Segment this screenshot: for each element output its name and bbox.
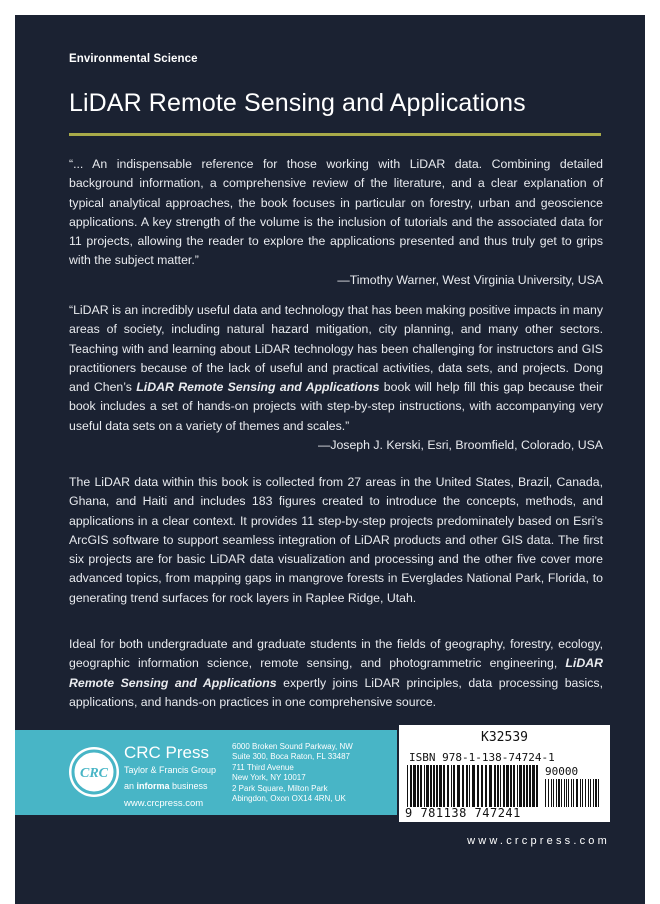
barcode-bar — [472, 765, 475, 807]
barcode-bar — [551, 779, 552, 807]
barcode-bar — [582, 779, 583, 807]
barcode-bar — [593, 779, 594, 807]
address-line: New York, NY 10017 — [232, 773, 306, 783]
barcode-bar — [494, 765, 496, 807]
barcode-bar — [466, 765, 468, 807]
description-paragraph-2 — [69, 635, 603, 712]
barcode-bar — [433, 765, 435, 807]
barcode-bar — [590, 779, 591, 807]
barcode-bar — [585, 779, 586, 807]
barcode-bar — [513, 765, 515, 807]
quote-2-text — [69, 301, 603, 436]
barcode-bar — [447, 765, 449, 807]
barcode-bar — [576, 779, 578, 807]
barcode-bar — [523, 765, 525, 807]
barcode-bar — [469, 765, 470, 807]
barcode-bar — [417, 765, 419, 807]
barcode-bar — [598, 779, 599, 807]
barcode-bar — [595, 779, 597, 807]
barcode-bar — [413, 765, 416, 807]
product-code: K32539 — [481, 730, 528, 745]
barcode-bar — [436, 765, 438, 807]
description-2-book-title: LiDAR Remote Sensing and Applications — [69, 656, 603, 690]
book-title: LiDAR Remote Sensing and Applications — [69, 89, 526, 117]
barcode-bar — [430, 765, 432, 807]
barcode-bar — [558, 779, 560, 807]
barcode-bar — [439, 765, 442, 807]
barcode-bar — [529, 765, 531, 807]
barcode-bar — [489, 765, 492, 807]
barcode-bar — [485, 765, 487, 807]
title-divider — [69, 133, 601, 136]
barcode-bar — [548, 779, 549, 807]
barcode-bar — [519, 765, 522, 807]
barcode-bar — [571, 779, 572, 807]
publisher-website: www.crcpress.com — [124, 798, 204, 809]
barcode-bar — [497, 765, 499, 807]
barcode-bar — [453, 765, 455, 807]
price-addon: 90000 — [545, 765, 579, 778]
barcode-bar — [407, 765, 408, 807]
isbn-number: ISBN 978-1-138-74724-1 — [409, 751, 555, 764]
crc-logo-icon — [69, 747, 119, 797]
address-line: 711 Third Avenue — [232, 762, 294, 772]
barcode-bar — [424, 765, 425, 807]
publisher-address — [232, 742, 353, 804]
barcode-bars — [407, 765, 539, 807]
barcode-bar — [526, 765, 528, 807]
barcode-bar — [536, 765, 538, 807]
barcode-bar — [477, 765, 479, 807]
barcode-bar — [410, 765, 412, 807]
barcode-bar — [506, 765, 509, 807]
description-paragraph-1 — [69, 473, 603, 608]
address-line: 6000 Broken Sound Parkway, NW — [232, 742, 353, 751]
publisher-name: CRC Press — [124, 743, 210, 762]
endorsement-quote-2 — [69, 301, 603, 455]
publisher-group: Taylor & Francis Group — [124, 765, 217, 775]
description-1-text: The LiDAR data within this book is collected from 27 areas in the United States, Brazil, Canada, Ghana, and Haiti and includes 183 figures created to introduce the concepts, methods, and applications in a clear context. It provides 11 step-by-step projects predominately based on Esri’s ArcGIS software to support seamless integration of LiDAR products and other GIS data. The first six projects are for basic LiDAR data visualization and processing and the other five cover more advanced topics, from mapping gaps in mangrove forests in Everglades National Park, Florida, to generating trend surfaces for rock layers in Raplee Ridge, Utah. — [69, 475, 603, 605]
quote-2-attribution: —Joseph J. Kerski, Esri, Broomfield, Colorado, USA — [318, 438, 603, 453]
quote-2-book-title: LiDAR Remote Sensing and Applications — [136, 380, 380, 395]
barcode-bar — [568, 779, 569, 807]
description-2-text — [69, 635, 603, 712]
barcode-bar — [553, 779, 554, 807]
category-label: Environmental Science — [69, 53, 198, 65]
quote-1-text: “... An indispensable reference for those working with LiDAR data. Combining detailed background information, a comprehensive review of the literature, and a clear explanation of typical analytical approaches, the book focuses in particular on forestry, urban and geoscience applications. A key strength of the volume is the inclusion of tutorials and the associated data for 11 projects, allowing the reader to explore the applications presented and thus truly get to grips with the subject matter.” — [69, 157, 603, 268]
publisher-informa: an informa business — [124, 781, 208, 791]
barcode-bar — [457, 765, 460, 807]
back-cover — [15, 15, 645, 904]
barcode-bar — [481, 765, 483, 807]
quote-2-part1: “LiDAR is an incredibly useful data and technology that has been making positive impacts in many areas of society, including natural hazard mitigation, city planning, and many other sectors. Teaching with and learning about LiDAR technology has been challenging for instructors and GIS practitioners because of the lack of useful and practical activities, data sets, and projects. Dong and Chen’s — [69, 303, 603, 395]
barcode-bar — [580, 779, 581, 807]
description-2-part2: expertly joins LiDAR principles, data processing basics, applications, and hands-on practices in one comprehensive source. — [69, 675, 603, 709]
footer-url: www.crcpress.com — [467, 835, 610, 847]
barcode-bar — [451, 765, 452, 807]
barcode-bar — [561, 779, 562, 807]
logo-text: CRC — [79, 766, 109, 781]
address-line: 2 Park Square, Milton Park — [232, 783, 328, 793]
quote-1-attribution: —Timothy Warner, West Virginia University, USA — [337, 272, 603, 287]
barcode-bar — [510, 765, 512, 807]
address-line: Suite 300, Boca Raton, FL 33487 — [232, 752, 351, 762]
barcode-bar — [500, 765, 501, 807]
barcode-bar — [573, 779, 574, 807]
isbn-barcode — [399, 725, 610, 822]
barcode-bar — [517, 765, 518, 807]
endorsement-quote-1 — [69, 155, 603, 290]
barcode-bar — [443, 765, 445, 807]
barcode-bar — [545, 779, 546, 807]
barcode-bar — [532, 765, 535, 807]
barcode-bar — [420, 765, 422, 807]
barcode-bar — [566, 779, 567, 807]
barcode-bar — [462, 765, 464, 807]
quote-2-part2: book will help fill this gap because their book includes a set of hands-on projects with step-by-step instructions, with accompanying very useful data sets on a variety of themes and scales.” — [69, 380, 603, 433]
barcode-bar — [426, 765, 429, 807]
address-line: Abingdon, Oxon OX14 4RN, UK — [232, 794, 346, 804]
addon-barcode-bars — [545, 779, 603, 807]
description-2-part1: Ideal for both undergraduate and graduate students in the fields of geography, forestry, ecology, geographic information science, remote sensing, and photogrammetric engineering, — [69, 637, 603, 671]
ean-number: 9 781138 747241 — [405, 806, 521, 820]
barcode-bar — [588, 779, 589, 807]
barcode-bar — [564, 779, 565, 807]
barcode-bar — [556, 779, 557, 807]
barcode-bar — [503, 765, 505, 807]
